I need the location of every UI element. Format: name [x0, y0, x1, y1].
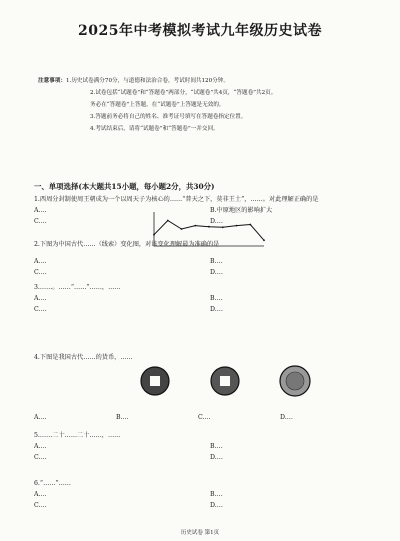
option-b[interactable]: B.… [210, 258, 223, 265]
question-stem: 3.……。……“……”……，…… [34, 284, 121, 291]
q2-line-chart [140, 208, 270, 256]
note-line-2: 2.试卷包括“试题卷”和“答题卷”两部分，“试题卷”共4页，“答题卷”共2页。 [90, 90, 277, 96]
question-stem: 6.“……”…… [34, 480, 71, 487]
option-a[interactable]: A.… [34, 414, 47, 421]
question-stem: 1.西周分封制使周王朝成为一个以周天子为核心的……“普天之下，莫非王土”，……。对此理解正确的是 [34, 196, 319, 203]
question-stem: 5.……二十……二十……，…… [34, 432, 121, 439]
option-c[interactable]: C.… [34, 306, 47, 313]
option-c[interactable]: C.… [34, 269, 47, 276]
question-3 [34, 282, 382, 315]
option-a[interactable]: A.… [34, 295, 47, 302]
chart-point [208, 226, 210, 228]
note-line-1: 1.历史试卷满分70分，与道德和法治合卷，考试时间共120分钟。 [65, 78, 229, 84]
question-6 [34, 478, 382, 511]
option-d[interactable]: D.… [210, 502, 223, 509]
option-a[interactable]: A.… [34, 443, 47, 450]
option-d[interactable]: D.… [210, 269, 223, 276]
question-stem: 2.下图为中国古代……（线索）变化图，对该变化理解最为准确的是 [34, 241, 220, 248]
question-5 [34, 430, 382, 463]
chart-point [194, 225, 196, 227]
section-heading: 一、单项选择(本大题共15小题，每小题2分，共30分) [34, 182, 215, 191]
coin-3 [280, 366, 310, 396]
chart-axes [154, 212, 264, 246]
notes-label: 注意事项： [38, 78, 66, 84]
option-c[interactable]: C.… [198, 414, 211, 421]
option-a[interactable]: A.… [34, 207, 47, 214]
note-line-3: 务必在“答题卷”上答题，在“试题卷”上答题是无效的。 [90, 102, 225, 108]
option-c[interactable]: C.… [34, 218, 47, 225]
option-d[interactable]: D.… [210, 454, 223, 461]
option-c[interactable]: C.… [34, 502, 47, 509]
question-4 [34, 352, 382, 363]
option-b[interactable]: B.… [116, 414, 129, 421]
exam-title: 2025年中考模拟考试九年级历史试卷 [78, 23, 322, 39]
chart-point [222, 226, 224, 228]
option-d[interactable]: D.… [210, 306, 223, 313]
option-d[interactable]: D.… [280, 414, 293, 421]
question-2-options [34, 256, 382, 278]
option-a[interactable]: A.… [34, 258, 47, 265]
option-d[interactable]: D.… [210, 218, 223, 225]
chart-point [263, 239, 265, 241]
question-4-options [34, 412, 382, 423]
chart-point [181, 228, 183, 230]
chart-series-line [154, 221, 264, 241]
question-stem: 4.下图是我国古代……的货币，…… [34, 354, 133, 361]
chart-point [236, 225, 238, 227]
option-b[interactable]: B.… [210, 491, 223, 498]
option-b[interactable]: B.中原地区的影响扩大 [210, 207, 273, 214]
page-footer: 历史试卷 第1页 [180, 530, 220, 536]
coin-1 [141, 367, 169, 395]
option-c[interactable]: C.… [34, 454, 47, 461]
coin-figure [130, 363, 330, 411]
option-a[interactable]: A.… [34, 491, 47, 498]
coin-2 [211, 367, 239, 395]
option-b[interactable]: B.… [210, 295, 223, 302]
chart-point [249, 224, 251, 226]
chart-point [153, 234, 155, 236]
note-line-4: 3.答题前务必将自己的姓名、准考证号填写在答题卷指定位置。 [90, 114, 247, 120]
option-b[interactable]: B.… [210, 443, 223, 450]
exam-notes [38, 75, 384, 135]
chart-point [167, 220, 169, 222]
note-line-5: 4.考试结束后，请将“试题卷”和“答题卷”一并交回。 [90, 126, 219, 132]
